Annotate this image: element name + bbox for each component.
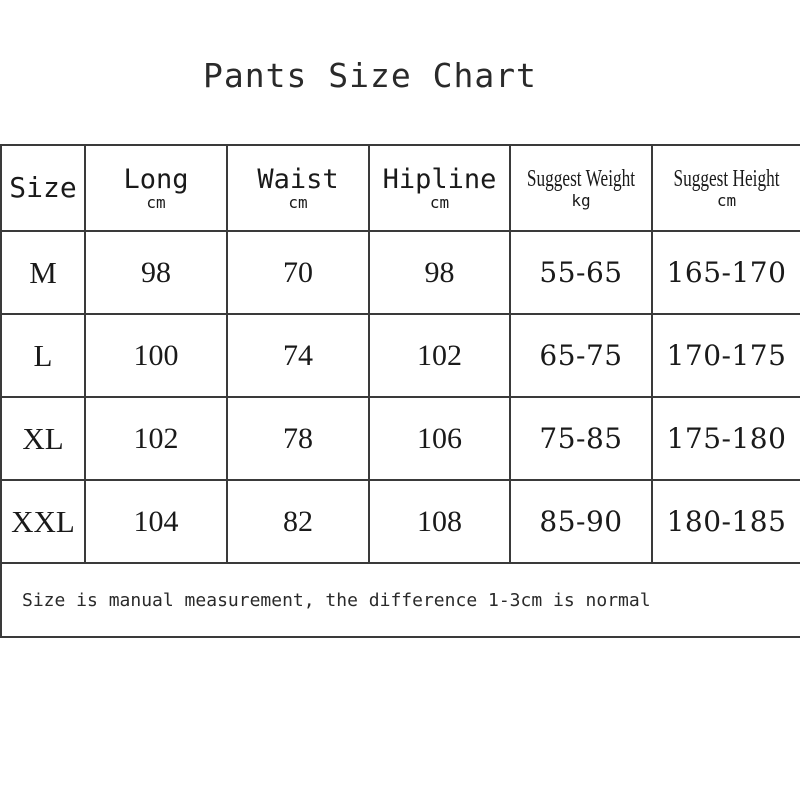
header-hipline xyxy=(369,145,510,231)
weight-cell: 55-65 xyxy=(510,231,652,314)
table-row xyxy=(1,231,800,314)
height-cell: 180-185 xyxy=(652,480,800,563)
header-unit: cm xyxy=(288,192,308,212)
header-row xyxy=(1,145,800,231)
header-label: Hipline xyxy=(382,163,497,195)
height-cell: 175-180 xyxy=(652,397,800,480)
table-row xyxy=(1,480,800,563)
hipline-cell: 98 xyxy=(369,231,510,314)
header-label: Suggest Weight xyxy=(526,166,636,192)
header-suggest-weight xyxy=(510,145,652,231)
weight-cell: 75-85 xyxy=(510,397,652,480)
size-chart-table xyxy=(0,144,800,638)
size-cell: XXL xyxy=(1,480,85,563)
page-title: Pants Size Chart xyxy=(203,56,537,95)
note-row xyxy=(1,563,800,637)
weight-cell: 85-90 xyxy=(510,480,652,563)
header-unit: cm xyxy=(716,191,737,210)
header-size xyxy=(1,145,85,231)
header-waist xyxy=(227,145,369,231)
waist-cell: 70 xyxy=(227,231,369,314)
long-cell: 102 xyxy=(85,397,227,480)
weight-cell: 65-75 xyxy=(510,314,652,397)
hipline-cell: 102 xyxy=(369,314,510,397)
height-cell: 170-175 xyxy=(652,314,800,397)
header-unit: cm xyxy=(429,192,450,212)
table-row xyxy=(1,314,800,397)
header-long xyxy=(85,145,227,231)
measurement-note: Size is manual measurement, the difference 1-3cm is normal xyxy=(1,563,800,637)
header-unit: cm xyxy=(146,192,166,212)
long-cell: 100 xyxy=(85,314,227,397)
height-cell: 165-170 xyxy=(652,231,800,314)
size-cell: M xyxy=(1,231,85,314)
header-suggest-height xyxy=(652,145,800,231)
size-cell: XL xyxy=(1,397,85,480)
long-cell: 98 xyxy=(85,231,227,314)
waist-cell: 78 xyxy=(227,397,369,480)
hipline-cell: 108 xyxy=(369,480,510,563)
header-label: Waist xyxy=(257,163,339,195)
header-unit: kg xyxy=(571,191,591,210)
header-label: Long xyxy=(123,163,189,195)
header-label: Size xyxy=(9,171,77,204)
long-cell: 104 xyxy=(85,480,227,563)
table-row xyxy=(1,397,800,480)
size-cell: L xyxy=(1,314,85,397)
header-label: Suggest Height xyxy=(673,166,780,192)
waist-cell: 74 xyxy=(227,314,369,397)
hipline-cell: 106 xyxy=(369,397,510,480)
waist-cell: 82 xyxy=(227,480,369,563)
